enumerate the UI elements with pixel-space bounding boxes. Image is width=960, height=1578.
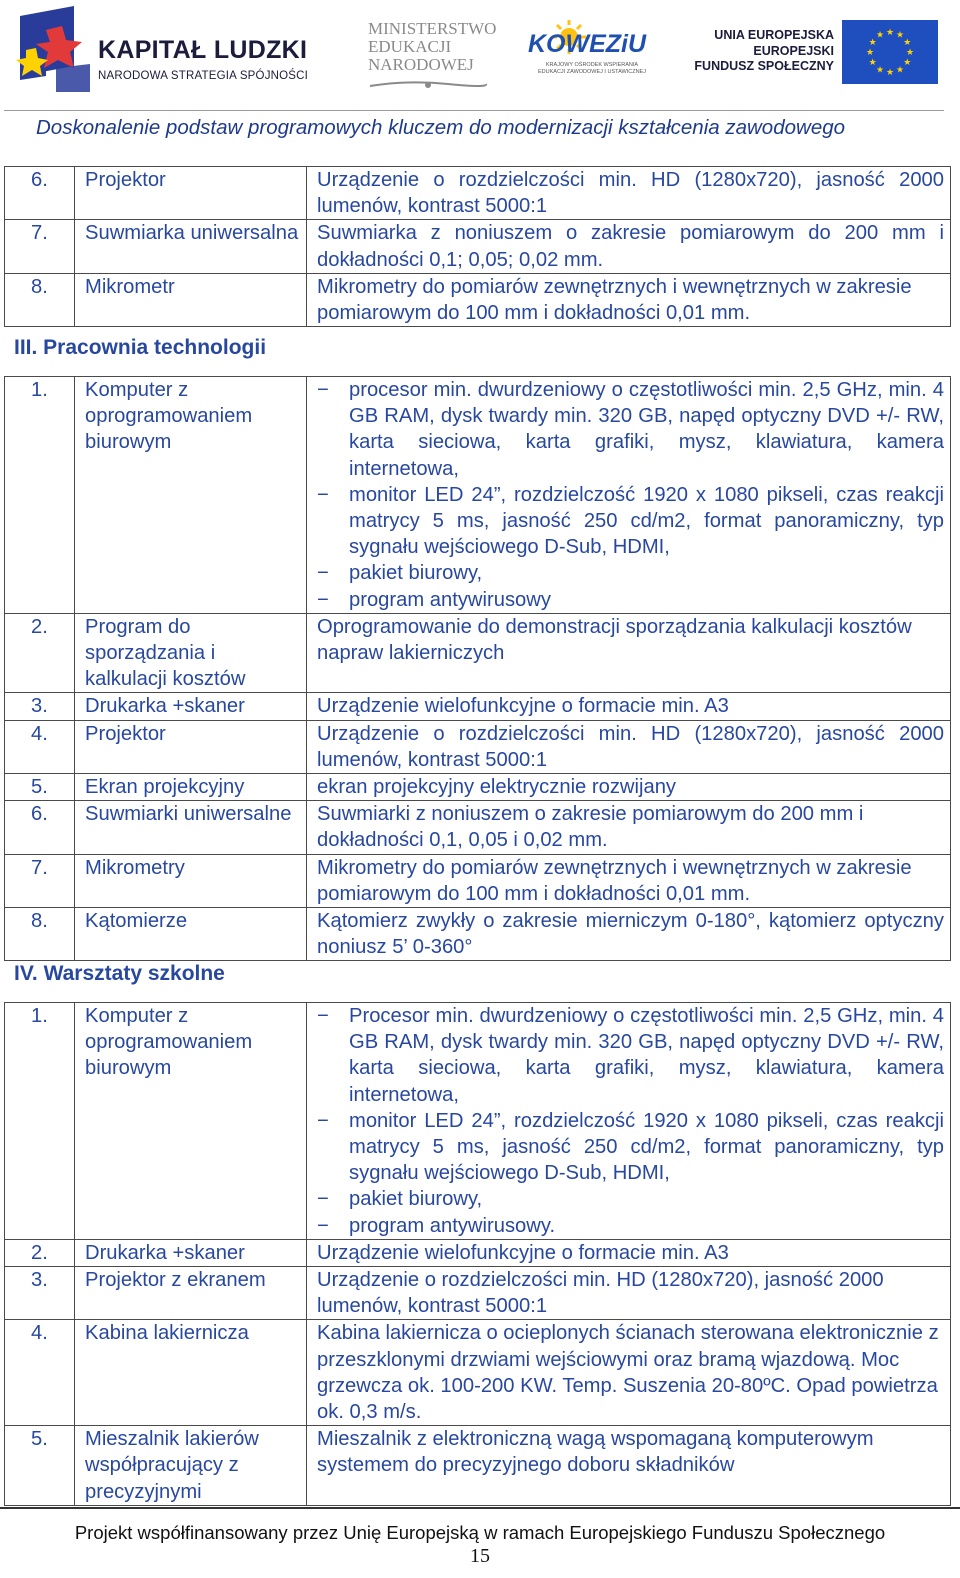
row-number: 4. [5, 1320, 75, 1426]
spec-list-item: − monitor LED 24”, rozdzielczość 1920 x 1080 pikseli, czas reakcji matrycy 5 ms, jasność 250 cd/m2, format panoramiczny, typ sygnału wejściowego D-Sub, HDMI, [317, 482, 944, 561]
spec-list-item: − program antywirusowy. [317, 1213, 944, 1239]
men-logo-line: NARODOWEJ [368, 55, 474, 74]
row-number: 1. [5, 1003, 75, 1240]
eu-star-icon: ★ [895, 64, 905, 75]
table-row [5, 854, 951, 907]
kapital-ludzki-logo [14, 6, 314, 92]
men-swoosh-icon [368, 80, 488, 90]
device-name: Komputer z oprogramowaniem biurowym [75, 1003, 307, 1240]
table-row [5, 1003, 951, 1240]
table-row [5, 801, 951, 854]
eu-star-icon: ★ [905, 47, 915, 57]
device-spec: ekran projekcyjny elektrycznie rozwijany [307, 774, 951, 801]
device-spec: Kątomierz zwykły o zakresie mierniczym 0-180°, kątomierz optyczny noniusz 5’ 0-360° [307, 908, 951, 961]
spec-list-item: − monitor LED 24”, rozdzielczość 1920 x 1080 pikseli, czas reakcji matrycy 5 ms, jasność 250 cd/m2, format panoramiczny, typ sygnału wejściowego D-Sub, HDMI, [317, 1108, 944, 1187]
spec-list [317, 1003, 944, 1239]
device-name: Projektor [75, 720, 307, 773]
device-spec: Suwmiarka z noniuszem o zakresie pomiarowym do 200 mm i dokładności 0,1; 0,05; 0,02 mm. [307, 220, 951, 273]
device-name: Kabina lakiernicza [75, 1320, 307, 1426]
device-spec: Urządzenie wielofunkcyjne o formacie min. A3 [307, 693, 951, 720]
men-logo-line: EDUKACJI [368, 37, 452, 56]
kapital-ludzki-subtitle: NARODOWA STRATEGIA SPÓJNOŚCI [98, 70, 309, 82]
device-spec: Suwmiarki z noniuszem o zakresie pomiarowym do 200 mm i dokładności 0,1, 0,05 i 0,02 mm. [307, 801, 951, 854]
device-spec: Urządzenie o rozdzielczości min. HD (1280x720), jasność 2000 lumenów, kontrast 5000:1 [307, 720, 951, 773]
row-number: 7. [5, 220, 75, 273]
device-name: Suwmiarki uniwersalne [75, 801, 307, 854]
row-number: 4. [5, 720, 75, 773]
device-spec [307, 377, 951, 614]
device-spec: Oprogramowanie do demonstracji sporządzania kalkulacji kosztów napraw lakierniczych [307, 613, 951, 693]
kapital-ludzki-flag-icon [16, 6, 90, 92]
ue-efs-logo [696, 20, 938, 84]
footer-text: Projekt współfinansowany przez Unię Europejską w ramach Europejskiego Funduszu Społecznego [74, 1522, 886, 1543]
footer-divider [0, 1507, 960, 1509]
device-name: Projektor z ekranem [75, 1267, 307, 1320]
device-spec: Kabina lakiernicza o ocieplonych ścianach sterowana elektronicznie z przeszklonymi drzwiami wejściowymi oraz bramą wjazdową. Moc grzewcza ok. 100-200 KW. Temp. Suszenia 20-80ºC. Opad powietrza ok. 0,3 m/s. [307, 1320, 951, 1426]
device-name: Ekran projekcyjny [75, 774, 307, 801]
device-name: Suwmiarka uniwersalna [75, 220, 307, 273]
table-row [5, 774, 951, 801]
device-spec: Urządzenie o rozdzielczości min. HD (1280x720), jasność 2000 lumenów, kontrast 5000:1 [307, 1267, 951, 1320]
device-name: Komputer z oprogramowaniem biurowym [75, 377, 307, 614]
equipment-table-continued [4, 166, 951, 327]
device-name: Projektor [75, 167, 307, 220]
row-number: 6. [5, 167, 75, 220]
header-divider [4, 110, 944, 111]
ue-logo-line: EUROPEJSKI [753, 43, 834, 58]
device-name: Mikrometry [75, 854, 307, 907]
device-name: Mieszalnik lakierów współpracujący z precyzyjnymi [75, 1426, 307, 1506]
row-number: 1. [5, 377, 75, 614]
section-title-warsztaty-szkolne: IV. Warsztaty szkolne [14, 962, 225, 985]
table-row [5, 1267, 951, 1320]
spec-list-item: − Procesor min. dwurdzeniowy o częstotliwości min. 2,5 GHz, min. 4 GB RAM, dysk twardy min. 320 GB, napęd optyczny DVD +/- RW, karta sieciowa, karta grafiki, mysz, klawiatura, kamera internetowa, [317, 1003, 944, 1108]
table-row [5, 613, 951, 693]
table-row [5, 273, 951, 326]
table-row [5, 908, 951, 961]
device-name: Program do sporządzania i kalkulacji kosztów [75, 613, 307, 693]
row-number: 2. [5, 1239, 75, 1266]
eu-star-icon: ★ [885, 67, 895, 77]
eu-star-icon: ★ [885, 27, 895, 37]
eu-flag-icon [842, 20, 938, 84]
spec-list-item: − pakiet biurowy, [317, 560, 944, 586]
men-logo-line: MINISTERSTWO [368, 19, 497, 38]
device-name: Mikrometr [75, 273, 307, 326]
row-number: 8. [5, 273, 75, 326]
eu-star-icon: ★ [865, 47, 875, 57]
eu-star-icon: ★ [903, 57, 912, 67]
row-number: 5. [5, 1426, 75, 1506]
eu-star-icon: ★ [868, 57, 877, 67]
table-row [5, 377, 951, 614]
device-spec: Mikrometry do pomiarów zewnętrznych i wewnętrznych w zakresie pomiarowym do 100 mm i dokładności 0,01 mm. [307, 273, 951, 326]
koweziu-logo [528, 18, 658, 88]
men-logo [368, 20, 508, 74]
spec-list-item: − program antywirusowy [317, 587, 944, 613]
document-heading: Doskonalenie podstaw programowych kluczem do modernizacji kształcenia zawodowego [36, 116, 846, 139]
table-row [5, 693, 951, 720]
eu-star-icon: ★ [903, 37, 912, 47]
device-spec: Mikrometry do pomiarów zewnętrznych i wewnętrznych w zakresie pomiarowym do 100 mm i dokładności 0,01 mm. [307, 854, 951, 907]
page-number: 15 [470, 1545, 490, 1567]
spec-list-item: − pakiet biurowy, [317, 1186, 944, 1212]
device-name: Drukarka +skaner [75, 693, 307, 720]
table-row [5, 1320, 951, 1426]
spec-list-item: − procesor min. dwurdzeniowy o częstotliwości min. 2,5 GHz, min. 4 GB RAM, dysk twardy min. 320 GB, napęd optyczny DVD +/- RW, karta sieciowa, karta grafiki, mysz, klawiatura, kamera internetowa, [317, 377, 944, 482]
table-row [5, 167, 951, 220]
row-number: 3. [5, 693, 75, 720]
device-spec: Urządzenie wielofunkcyjne o formacie min. A3 [307, 1239, 951, 1266]
ue-logo-line: FUNDUSZ SPOŁECZNY [694, 59, 834, 73]
row-number: 6. [5, 801, 75, 854]
header-logos [0, 0, 960, 106]
device-name: Kątomierze [75, 908, 307, 961]
table-row [5, 1239, 951, 1266]
table-row [5, 220, 951, 273]
eu-star-icon: ★ [875, 29, 885, 40]
device-spec [307, 1003, 951, 1240]
row-number: 3. [5, 1267, 75, 1320]
kapital-ludzki-title: KAPITAŁ LUDZKI [98, 36, 308, 64]
koweziu-title: KOWEZiU [528, 30, 647, 58]
eu-star-icon: ★ [895, 29, 905, 40]
table-row [5, 1426, 951, 1506]
row-number: 2. [5, 613, 75, 693]
koweziu-subtitle: KRAJOWY OŚRODEK WSPIERANIA EDUKACJI ZAWODOWEJ I USTAWICZNEJ [538, 62, 646, 75]
equipment-table-warsztaty-szkolne [4, 1002, 951, 1506]
eu-star-icon: ★ [875, 64, 885, 75]
row-number: 8. [5, 908, 75, 961]
table-row [5, 720, 951, 773]
device-spec: Urządzenie o rozdzielczości min. HD (1280x720), jasność 2000 lumenów, kontrast 5000:1 [307, 167, 951, 220]
section-title-pracownia-technologii: III. Pracownia technologii [14, 336, 267, 359]
device-name: Drukarka +skaner [75, 1239, 307, 1266]
row-number: 7. [5, 854, 75, 907]
ue-logo-line: UNIA EUROPEJSKA [714, 28, 834, 42]
device-spec: Mieszalnik z elektroniczną wagą wspomaganą komputerowym systemem do precyzyjnego doboru składników [307, 1426, 951, 1506]
eu-star-icon: ★ [868, 37, 877, 47]
row-number: 5. [5, 774, 75, 801]
ue-logo-text [694, 28, 834, 75]
spec-list [317, 377, 944, 613]
equipment-table-pracownia-technologii [4, 376, 951, 961]
